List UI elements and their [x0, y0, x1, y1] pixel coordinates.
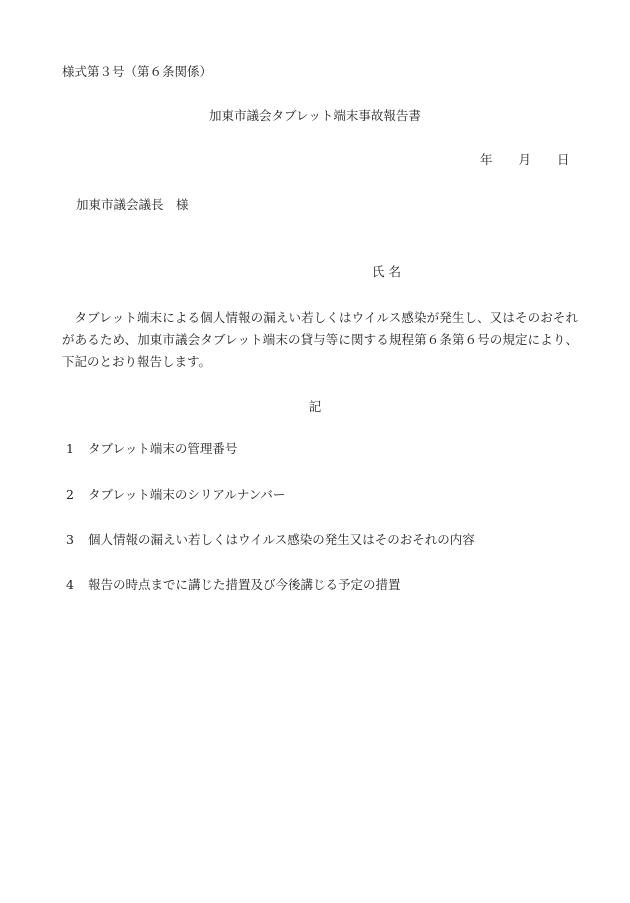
- list-item-text: タブレット端末の管理番号: [88, 441, 238, 456]
- list-item-text: 個人情報の漏えい若しくはウイルス感染の発生又はそのおそれの内容: [88, 532, 475, 547]
- list-item: [66, 487, 285, 503]
- date-line: [480, 152, 570, 168]
- recipient-line: 加東市議会議長 様: [76, 197, 189, 212]
- name-label: 氏 名: [372, 264, 401, 279]
- list-item-number: 4: [66, 577, 74, 592]
- list-item-number: 1: [66, 441, 74, 456]
- list-item-number: 2: [66, 487, 74, 502]
- list-item-text: 報告の時点までに講じた措置及び今後講じる予定の措置: [88, 577, 401, 592]
- document-title: 加東市議会タブレット端末事故報告書: [209, 108, 421, 123]
- list-item: [66, 532, 475, 548]
- date-day-label: 日: [557, 152, 570, 167]
- list-item: [66, 577, 401, 593]
- form-number-label: 様式第３号（第６条関係）: [62, 64, 213, 79]
- ki-heading: 記: [308, 399, 322, 414]
- date-year-label: 年: [480, 152, 493, 167]
- body-paragraph: タブレット端末による個人情報の漏えい若しくはウイルス感染が発生し、又はそのおそれがあるため、加東市議会タブレット端末の貸与等に関する規程第６条第６号の規定により、下記のとおり報告します。: [62, 310, 578, 369]
- list-item-number: 3: [66, 532, 74, 547]
- list-item: [66, 441, 237, 457]
- list-item-text: タブレット端末のシリアルナンバー: [88, 487, 286, 502]
- date-month-label: 月: [518, 152, 532, 167]
